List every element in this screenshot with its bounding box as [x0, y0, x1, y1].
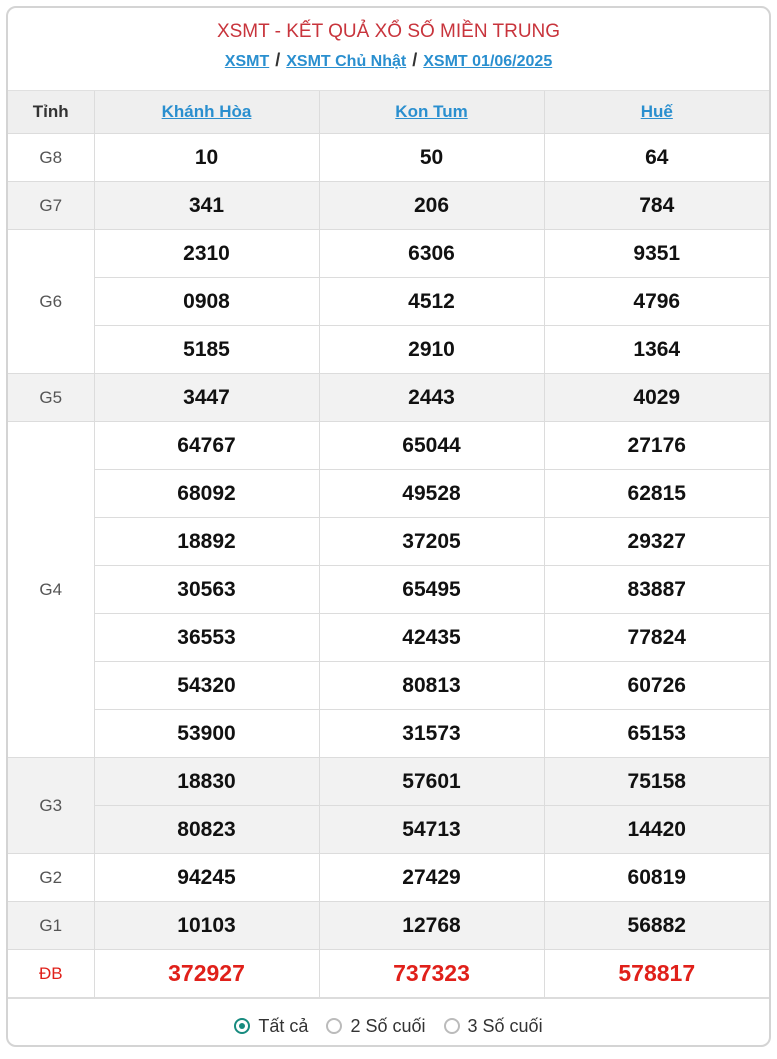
prize-row-special: [8, 950, 769, 998]
filter-option-label: 3 Số cuối: [467, 1015, 543, 1036]
breadcrumb-separator: /: [275, 50, 281, 70]
prize-number: 60726: [544, 662, 769, 710]
prize-number: 62815: [544, 470, 769, 518]
prize-label: G4: [8, 422, 94, 758]
filter-option-last-2[interactable]: [326, 1016, 425, 1037]
prize-number: 2443: [319, 374, 544, 422]
prize-label: G8: [8, 134, 94, 182]
prize-number: 77824: [544, 614, 769, 662]
radio-unchecked-icon[interactable]: [444, 1018, 460, 1034]
prize-number: 10: [94, 134, 319, 182]
prize-number: 6306: [319, 230, 544, 278]
special-prize-number: 372927: [94, 950, 319, 998]
prize-label: G7: [8, 182, 94, 230]
prize-number: 64: [544, 134, 769, 182]
prize-number: 64767: [94, 422, 319, 470]
breadcrumb-xsmt-chu-nhat[interactable]: XSMT Chủ Nhật: [286, 53, 407, 70]
prize-row-g4: [8, 710, 769, 758]
filter-option-all[interactable]: [234, 1016, 308, 1037]
prize-number: 65044: [319, 422, 544, 470]
prize-number: 2910: [319, 326, 544, 374]
prize-number: 65153: [544, 710, 769, 758]
column-header-province: [544, 91, 769, 134]
prize-number: 10103: [94, 902, 319, 950]
filter-option-label: Tất cả: [258, 1015, 309, 1036]
results-header: [8, 8, 769, 91]
prize-row-g4: [8, 662, 769, 710]
prize-row-g4: [8, 470, 769, 518]
prize-number: 12768: [319, 902, 544, 950]
prize-number: 27429: [319, 854, 544, 902]
prize-row-g6: [8, 278, 769, 326]
prize-row-g7: [8, 182, 769, 230]
filter-option-label: 2 Số cuối: [350, 1015, 426, 1036]
prize-number: 54713: [319, 806, 544, 854]
prize-number: 65495: [319, 566, 544, 614]
prize-number: 14420: [544, 806, 769, 854]
column-header-province: [319, 91, 544, 134]
prize-number: 42435: [319, 614, 544, 662]
prize-number: 50: [319, 134, 544, 182]
province-link-kon-tum[interactable]: Kon Tum: [395, 102, 468, 121]
column-header-province: [94, 91, 319, 134]
prize-row-g5: [8, 374, 769, 422]
prize-number: 4512: [319, 278, 544, 326]
prize-row-g6: [8, 326, 769, 374]
prize-number: 9351: [544, 230, 769, 278]
prize-number: 2310: [94, 230, 319, 278]
prize-number: 80813: [319, 662, 544, 710]
filter-option-last-3[interactable]: [444, 1016, 543, 1037]
prize-number: 37205: [319, 518, 544, 566]
results-table: [8, 91, 769, 998]
radio-checked-icon[interactable]: [234, 1018, 250, 1034]
breadcrumb-xsmt-date[interactable]: XSMT 01/06/2025: [423, 53, 553, 70]
province-link-hue[interactable]: Huế: [640, 102, 673, 121]
prize-number: 341: [94, 182, 319, 230]
breadcrumb-xsmt[interactable]: XSMT: [224, 53, 270, 70]
prize-number: 57601: [319, 758, 544, 806]
prize-number: 94245: [94, 854, 319, 902]
column-header-tinh: Tỉnh: [8, 91, 94, 134]
digit-filter-options: [8, 998, 769, 1047]
prize-label: G6: [8, 230, 94, 374]
prize-label: G1: [8, 902, 94, 950]
results-card: [6, 6, 771, 1047]
prize-row-g3: [8, 758, 769, 806]
prize-number: 30563: [94, 566, 319, 614]
prize-number: 29327: [544, 518, 769, 566]
prize-row-g3: [8, 806, 769, 854]
prize-number: 80823: [94, 806, 319, 854]
prize-number: 54320: [94, 662, 319, 710]
prize-number: 53900: [94, 710, 319, 758]
prize-row-g4: [8, 614, 769, 662]
prize-number: 60819: [544, 854, 769, 902]
prize-number: 1364: [544, 326, 769, 374]
prize-number: 31573: [319, 710, 544, 758]
prize-number: 18830: [94, 758, 319, 806]
special-prize-label: ĐB: [8, 950, 94, 998]
prize-row-g2: [8, 854, 769, 902]
province-link-khanh-hoa[interactable]: Khánh Hòa: [161, 102, 252, 121]
prize-row-g1: [8, 902, 769, 950]
prize-number: 784: [544, 182, 769, 230]
prize-row-g6: [8, 230, 769, 278]
prize-label: G3: [8, 758, 94, 854]
prize-number: 18892: [94, 518, 319, 566]
breadcrumb: [8, 48, 769, 74]
prize-row-g4: [8, 566, 769, 614]
prize-number: 83887: [544, 566, 769, 614]
prize-number: 206: [319, 182, 544, 230]
breadcrumb-separator: /: [412, 50, 418, 70]
prize-row-g8: [8, 134, 769, 182]
table-header-row: [8, 91, 769, 134]
prize-number: 27176: [544, 422, 769, 470]
prize-number: 5185: [94, 326, 319, 374]
prize-row-g4: [8, 518, 769, 566]
page-title: XSMT - KẾT QUẢ XỔ SỐ MIỀN TRUNG: [216, 21, 561, 42]
prize-number: 0908: [94, 278, 319, 326]
prize-number: 4029: [544, 374, 769, 422]
prize-number: 36553: [94, 614, 319, 662]
prize-number: 49528: [319, 470, 544, 518]
prize-number: 4796: [544, 278, 769, 326]
prize-number: 56882: [544, 902, 769, 950]
prize-number: 68092: [94, 470, 319, 518]
prize-row-g4: [8, 422, 769, 470]
special-prize-number: 737323: [319, 950, 544, 998]
radio-unchecked-icon[interactable]: [326, 1018, 342, 1034]
prize-number: 75158: [544, 758, 769, 806]
prize-number: 3447: [94, 374, 319, 422]
special-prize-number: 578817: [544, 950, 769, 998]
prize-label: G5: [8, 374, 94, 422]
prize-label: G2: [8, 854, 94, 902]
